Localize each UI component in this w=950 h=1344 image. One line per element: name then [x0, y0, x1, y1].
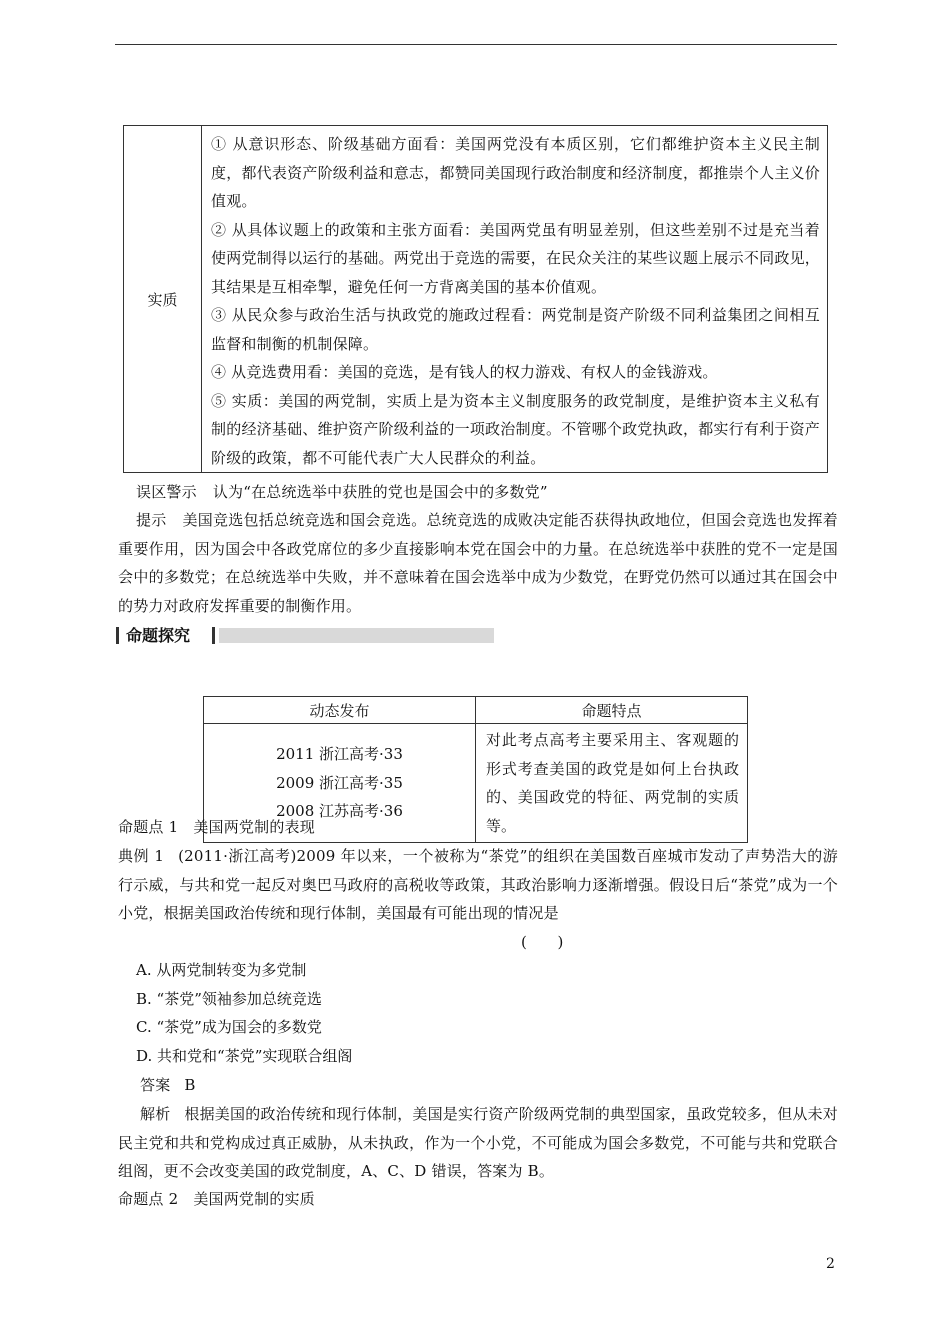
hint-paragraph [118, 506, 838, 620]
answer-bracket: ( ) [521, 933, 564, 951]
section-bar-left [116, 627, 119, 644]
analysis-text: 根据美国的政治传统和现行体制，美国是实行资产阶级两党制的典型国家，虽政党较多，但从未对民主党和共和党构成过真正威胁，从未执政，作为一个小党，不可能成为国会多数党，不可能与共和党联合组阁，更不会改变美国的政党制度，A、C、D 错误，答案为 B。 [118, 1105, 839, 1180]
option-c: C. “茶党”成为国会的多数党 [136, 1018, 322, 1036]
option-b: B. “茶党”领袖参加总统竞选 [136, 990, 322, 1008]
section-bar-right [212, 627, 215, 644]
essence-content [202, 126, 828, 473]
point2-title: 美国两党制的实质 [193, 1190, 315, 1208]
essence-label: 实质 [124, 126, 202, 473]
essence-point-4: ④ 从竞选费用看：美国的竞选，是有钱人的权力游戏、有权人的金钱游戏。 [211, 363, 718, 381]
exam-item: 2008 江苏高考·36 [276, 802, 403, 821]
header-rule [115, 44, 837, 45]
essence-table [123, 125, 828, 473]
example1-label: 典例 1 [118, 847, 165, 865]
essence-point-3: ③ 从民众参与政治生活与执政党的施政过程看：两党制是资产阶级不同利益集团之间相互监督和制衡的机制保障。 [211, 306, 820, 353]
option-d: D. 共和党和“茶党”实现联合组阁 [136, 1047, 353, 1065]
point1-label: 命题点 1 [118, 818, 179, 836]
warning-text: 认为“在总统选举中获胜的党也是国会中的多数党” [212, 483, 548, 501]
analysis-label: 解析 [140, 1105, 171, 1123]
hint-text: 美国竞选包括总统竞选和国会竞选。总统竞选的成败决定能否获得执政地位，但国会竞选也发挥着重要作用，因为国会中各政党席位的多少直接影响本党在国会中的力量。在总统选举中获胜的党不一定是国会中的多数党；在总统选举中失败，并不意味着在国会选举中成为少数党，在野党仍然可以通过其在国会中的势力对政府发挥重要的制衡作用。 [118, 511, 839, 615]
point1-heading [118, 813, 315, 842]
section-title: 命题探究 [126, 626, 191, 645]
exam-item: 2009 浙江高考·35 [276, 773, 403, 792]
exam-feature: 对此考点高考主要采用主、客观题的形式考查美国的政党是如何上台执政的、美国政党的特征、两党制的实质等。 [476, 724, 748, 843]
section-header [116, 625, 494, 646]
essence-point-2: ② 从具体议题上的政策和主张方面看：美国两党虽有明显差别，但这些差别不过是充当着使两党制得以运行的基础。两党出于竞选的需要，在民众关注的某些议题上展示不同政见，其结果是互相牵掣，避免任何一方背离美国的基本价值观。 [211, 220, 820, 296]
hint-label: 提示 [136, 511, 167, 529]
answer-line [140, 1071, 196, 1100]
example1-text: (2011·浙江高考)2009 年以来，一个被称为“茶党”的组织在美国数百座城市发动了声势浩大的游行示威，与共和党一起反对奥巴马政府的高税收等政策，其政治影响力逐渐增强。假设日后“茶党”成为一个小党，根据美国政治传统和现行体制，美国最有可能出现的情况是 [118, 847, 838, 922]
point1-title: 美国两党制的表现 [193, 818, 315, 836]
point2-label: 命题点 2 [118, 1190, 179, 1208]
essence-point-5: ⑤ 实质：美国的两党制，实质上是为资本主义制度服务的政党制度，是维护资本主义私有制的经济基础、维护资产阶级利益的一项政治制度。不管哪个政党执政，都实行有利于资产阶级的政策，都不可能代表广大人民群众的利益。 [211, 391, 820, 467]
answer-value: B [184, 1076, 196, 1094]
option-a: A. 从两党制转变为多党制 [136, 961, 307, 979]
page-number: 2 [826, 1256, 835, 1272]
essence-point-1: ① 从意识形态、阶级基础方面看：美国两党没有本质区别，它们都维护资本主义民主制度，都代表资产阶级利益和意志，都赞同美国现行政治制度和经济制度，都推崇个人主义价值观。 [211, 135, 820, 210]
warning-line [136, 478, 836, 507]
exam-item: 2011 浙江高考·33 [276, 745, 403, 764]
analysis-paragraph [118, 1100, 838, 1186]
answer-label: 答案 [140, 1076, 171, 1094]
warning-label: 误区警示 [136, 483, 197, 501]
section-gray-band [219, 628, 494, 643]
point2-heading [118, 1185, 315, 1214]
exam-table-header-1: 动态发布 [204, 697, 476, 724]
exam-table-header-2: 命题特点 [476, 697, 748, 724]
example1-paragraph [118, 842, 838, 928]
